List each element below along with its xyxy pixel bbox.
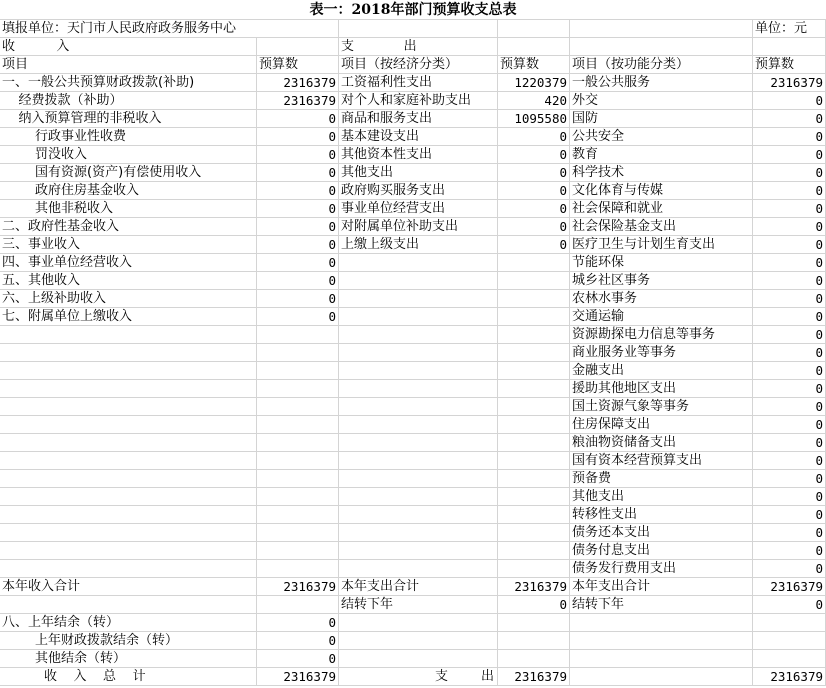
empty-cell (257, 434, 339, 452)
econ-item-value: 0 (498, 236, 570, 254)
year-income-total-label: 本年收入合计 (0, 578, 257, 596)
empty-cell (339, 560, 498, 578)
header-budget: 预算数 (257, 56, 339, 74)
func-item-label: 住房保障支出 (570, 416, 753, 434)
empty-cell (498, 524, 570, 542)
func-item-label: 一般公共服务 (570, 74, 753, 92)
income-item-label: 五、其他收入 (0, 272, 257, 290)
empty-cell (0, 596, 257, 614)
empty-cell (339, 398, 498, 416)
empty-cell (339, 650, 498, 668)
func-item-value: 0 (753, 506, 826, 524)
income-item-value: 0 (257, 272, 339, 290)
empty-cell (257, 380, 339, 398)
func-item-value: 0 (753, 560, 826, 578)
empty-cell (498, 38, 570, 56)
func-item-label: 国防 (570, 110, 753, 128)
func-item-label: 援助其他地区支出 (570, 380, 753, 398)
func-item-label: 城乡社区事务 (570, 272, 753, 290)
empty-cell (498, 560, 570, 578)
empty-cell (257, 506, 339, 524)
func-item-label: 预备费 (570, 470, 753, 488)
income-item-label: 其他非税收入 (0, 200, 257, 218)
empty-cell (339, 524, 498, 542)
func-item-value: 0 (753, 92, 826, 110)
econ-item-label: 其他资本性支出 (339, 146, 498, 164)
income-item-label: 三、事业收入 (0, 236, 257, 254)
section-expense: 支 出 (339, 38, 498, 56)
unit-label: 填报单位：天门市人民政府政务服务中心 (0, 20, 339, 38)
year-expense-func-total-value: 2316379 (753, 578, 826, 596)
empty-cell (570, 38, 753, 56)
econ-item-value: 1220379 (498, 74, 570, 92)
func-item-value: 0 (753, 326, 826, 344)
empty-cell (0, 326, 257, 344)
econ-item-label: 基本建设支出 (339, 128, 498, 146)
income-item-value: 2316379 (257, 74, 339, 92)
func-item-label: 粮油物资储备支出 (570, 434, 753, 452)
grand-income-total-value: 2316379 (257, 668, 339, 686)
year-expense-total-label: 本年支出合计 (339, 578, 498, 596)
empty-cell (498, 362, 570, 380)
income-item-label: 四、事业单位经营收入 (0, 254, 257, 272)
carry-forward-func-label: 结转下年 (570, 596, 753, 614)
empty-cell (498, 416, 570, 434)
empty-cell (498, 380, 570, 398)
func-item-value: 0 (753, 146, 826, 164)
empty-cell (0, 524, 257, 542)
header-func-budget: 预算数 (753, 56, 826, 74)
func-item-value: 0 (753, 380, 826, 398)
empty-cell (257, 326, 339, 344)
empty-cell (339, 380, 498, 398)
empty-cell (753, 632, 826, 650)
empty-cell (570, 632, 753, 650)
empty-cell (498, 272, 570, 290)
econ-item-label: 上缴上级支出 (339, 236, 498, 254)
econ-item-value: 0 (498, 200, 570, 218)
income-item-value: 0 (257, 110, 339, 128)
empty-cell (339, 434, 498, 452)
func-item-label: 国土资源气象等事务 (570, 398, 753, 416)
income-item-value: 2316379 (257, 92, 339, 110)
func-item-value: 0 (753, 290, 826, 308)
func-item-label: 商业服务业等事务 (570, 344, 753, 362)
carry-forward-func-value: 0 (753, 596, 826, 614)
empty-cell (339, 452, 498, 470)
year-expense-total-value: 2316379 (498, 578, 570, 596)
func-item-label: 节能环保 (570, 254, 753, 272)
grand-expense-total-value: 2316379 (498, 668, 570, 686)
func-item-label: 教育 (570, 146, 753, 164)
section-income: 收 入 (0, 38, 257, 56)
empty-cell (257, 560, 339, 578)
empty-cell (339, 20, 498, 38)
func-item-value: 0 (753, 470, 826, 488)
income-item-value: 0 (257, 146, 339, 164)
empty-cell (257, 596, 339, 614)
empty-cell (0, 470, 257, 488)
empty-cell (339, 614, 498, 632)
empty-cell (498, 398, 570, 416)
empty-cell (339, 632, 498, 650)
empty-cell (339, 272, 498, 290)
income-item-label: 国有资源(资产)有偿使用收入 (0, 164, 257, 182)
empty-cell (498, 542, 570, 560)
func-item-value: 0 (753, 254, 826, 272)
empty-cell (498, 254, 570, 272)
empty-cell (570, 668, 753, 686)
income-item-value: 0 (257, 290, 339, 308)
empty-cell (498, 488, 570, 506)
income-item-label: 纳入预算管理的非税收入 (0, 110, 257, 128)
empty-cell (0, 542, 257, 560)
func-item-value: 0 (753, 398, 826, 416)
econ-item-label: 对个人和家庭补助支出 (339, 92, 498, 110)
func-item-label: 交通运输 (570, 308, 753, 326)
empty-cell (0, 434, 257, 452)
income-item-value: 0 (257, 254, 339, 272)
income-item-label: 罚没收入 (0, 146, 257, 164)
func-item-value: 0 (753, 128, 826, 146)
econ-item-label: 工资福利性支出 (339, 74, 498, 92)
func-item-value: 0 (753, 344, 826, 362)
income-item-label: 二、政府性基金收入 (0, 218, 257, 236)
func-item-value: 0 (753, 488, 826, 506)
empty-cell (0, 344, 257, 362)
empty-cell (0, 416, 257, 434)
econ-item-label: 商品和服务支出 (339, 110, 498, 128)
func-item-label: 资源勘探电力信息等事务 (570, 326, 753, 344)
func-item-label: 其他支出 (570, 488, 753, 506)
income-item-value: 0 (257, 128, 339, 146)
header-item: 项目 (0, 56, 257, 74)
empty-cell (257, 542, 339, 560)
empty-cell (0, 362, 257, 380)
econ-item-value: 0 (498, 164, 570, 182)
func-item-label: 社会保障和就业 (570, 200, 753, 218)
func-item-value: 0 (753, 200, 826, 218)
income-item-value: 0 (257, 200, 339, 218)
empty-cell (498, 20, 570, 38)
empty-cell (257, 398, 339, 416)
func-item-label: 债务付息支出 (570, 542, 753, 560)
income-item-value: 0 (257, 308, 339, 326)
year-expense-func-total-label: 本年支出合计 (570, 578, 753, 596)
func-item-value: 0 (753, 362, 826, 380)
empty-cell (498, 326, 570, 344)
empty-cell (570, 650, 753, 668)
header-func-item: 项目（按功能分类） (570, 56, 753, 74)
func-item-value: 0 (753, 182, 826, 200)
empty-cell (498, 308, 570, 326)
carry-forward-label: 结转下年 (339, 596, 498, 614)
func-item-label: 国有资本经营预算支出 (570, 452, 753, 470)
grand-func-total-value: 2316379 (753, 668, 826, 686)
empty-cell (570, 614, 753, 632)
income-item-value: 0 (257, 164, 339, 182)
func-item-label: 科学技术 (570, 164, 753, 182)
func-item-label: 文化体育与传媒 (570, 182, 753, 200)
func-item-label: 社会保险基金支出 (570, 218, 753, 236)
empty-cell (339, 542, 498, 560)
income-item-label: 经费拨款（补助） (0, 92, 257, 110)
empty-cell (339, 344, 498, 362)
header-econ-item: 项目（按经济分类） (339, 56, 498, 74)
econ-item-label: 对附属单位补助支出 (339, 218, 498, 236)
income-item-label: 六、上级补助收入 (0, 290, 257, 308)
empty-cell (257, 344, 339, 362)
func-item-value: 0 (753, 524, 826, 542)
income-item-label: 行政事业性收费 (0, 128, 257, 146)
empty-cell (339, 362, 498, 380)
grand-income-total-label: 收 入 总 计 (0, 668, 257, 686)
func-item-value: 0 (753, 272, 826, 290)
empty-cell (339, 506, 498, 524)
prev-other-balance-label: 其他结余（转） (0, 650, 257, 668)
empty-cell (498, 506, 570, 524)
empty-cell (570, 20, 753, 38)
empty-cell (498, 632, 570, 650)
func-item-value: 0 (753, 218, 826, 236)
func-item-label: 债务发行费用支出 (570, 560, 753, 578)
income-item-value: 0 (257, 236, 339, 254)
empty-cell (498, 470, 570, 488)
func-item-label: 医疗卫生与计划生育支出 (570, 236, 753, 254)
grand-expense-total-label: 支 出 (339, 668, 498, 686)
func-item-label: 农林水事务 (570, 290, 753, 308)
func-item-value: 0 (753, 416, 826, 434)
econ-item-value: 0 (498, 128, 570, 146)
func-item-value: 0 (753, 308, 826, 326)
empty-cell (339, 416, 498, 434)
table-title: 表一：2018年部门预算收支总表 (0, 0, 826, 20)
income-item-value: 0 (257, 182, 339, 200)
prev-fiscal-balance-label: 上年财政拨款结余（转） (0, 632, 257, 650)
empty-cell (498, 614, 570, 632)
prev-fiscal-balance-value: 0 (257, 632, 339, 650)
header-econ-budget: 预算数 (498, 56, 570, 74)
func-item-label: 外交 (570, 92, 753, 110)
empty-cell (339, 326, 498, 344)
empty-cell (498, 434, 570, 452)
empty-cell (339, 254, 498, 272)
econ-item-value: 420 (498, 92, 570, 110)
empty-cell (498, 650, 570, 668)
empty-cell (339, 488, 498, 506)
empty-cell (753, 38, 826, 56)
empty-cell (257, 452, 339, 470)
empty-cell (753, 614, 826, 632)
prev-balance-label: 八、上年结余（转） (0, 614, 257, 632)
income-item-label: 七、附属单位上缴收入 (0, 308, 257, 326)
empty-cell (0, 560, 257, 578)
empty-cell (257, 524, 339, 542)
func-item-value: 0 (753, 452, 826, 470)
empty-cell (257, 470, 339, 488)
carry-forward-value: 0 (498, 596, 570, 614)
prev-other-balance-value: 0 (257, 650, 339, 668)
econ-item-value: 0 (498, 182, 570, 200)
func-item-label: 转移性支出 (570, 506, 753, 524)
empty-cell (257, 488, 339, 506)
empty-cell (0, 506, 257, 524)
empty-cell (339, 470, 498, 488)
empty-cell (0, 452, 257, 470)
func-item-value: 0 (753, 236, 826, 254)
income-item-label: 政府住房基金收入 (0, 182, 257, 200)
empty-cell (498, 452, 570, 470)
econ-item-value: 1095580 (498, 110, 570, 128)
empty-cell (0, 380, 257, 398)
econ-item-label: 其他支出 (339, 164, 498, 182)
econ-item-value: 0 (498, 218, 570, 236)
prev-balance-value: 0 (257, 614, 339, 632)
empty-cell (0, 398, 257, 416)
empty-cell (257, 362, 339, 380)
func-item-label: 债务还本支出 (570, 524, 753, 542)
year-income-total-value: 2316379 (257, 578, 339, 596)
func-item-label: 金融支出 (570, 362, 753, 380)
func-item-value: 0 (753, 110, 826, 128)
income-item-value: 0 (257, 218, 339, 236)
empty-cell (0, 488, 257, 506)
empty-cell (753, 650, 826, 668)
empty-cell (498, 290, 570, 308)
func-item-value: 0 (753, 164, 826, 182)
empty-cell (257, 416, 339, 434)
func-item-value: 0 (753, 434, 826, 452)
empty-cell (339, 290, 498, 308)
income-item-label: 一、一般公共预算财政拨款(补助) (0, 74, 257, 92)
econ-item-value: 0 (498, 146, 570, 164)
econ-item-label: 政府购买服务支出 (339, 182, 498, 200)
empty-cell (257, 38, 339, 56)
func-item-value: 0 (753, 542, 826, 560)
empty-cell (498, 344, 570, 362)
func-item-label: 公共安全 (570, 128, 753, 146)
empty-cell (339, 308, 498, 326)
func-item-value: 2316379 (753, 74, 826, 92)
econ-item-label: 事业单位经营支出 (339, 200, 498, 218)
currency-label: 单位：元 (753, 20, 826, 38)
